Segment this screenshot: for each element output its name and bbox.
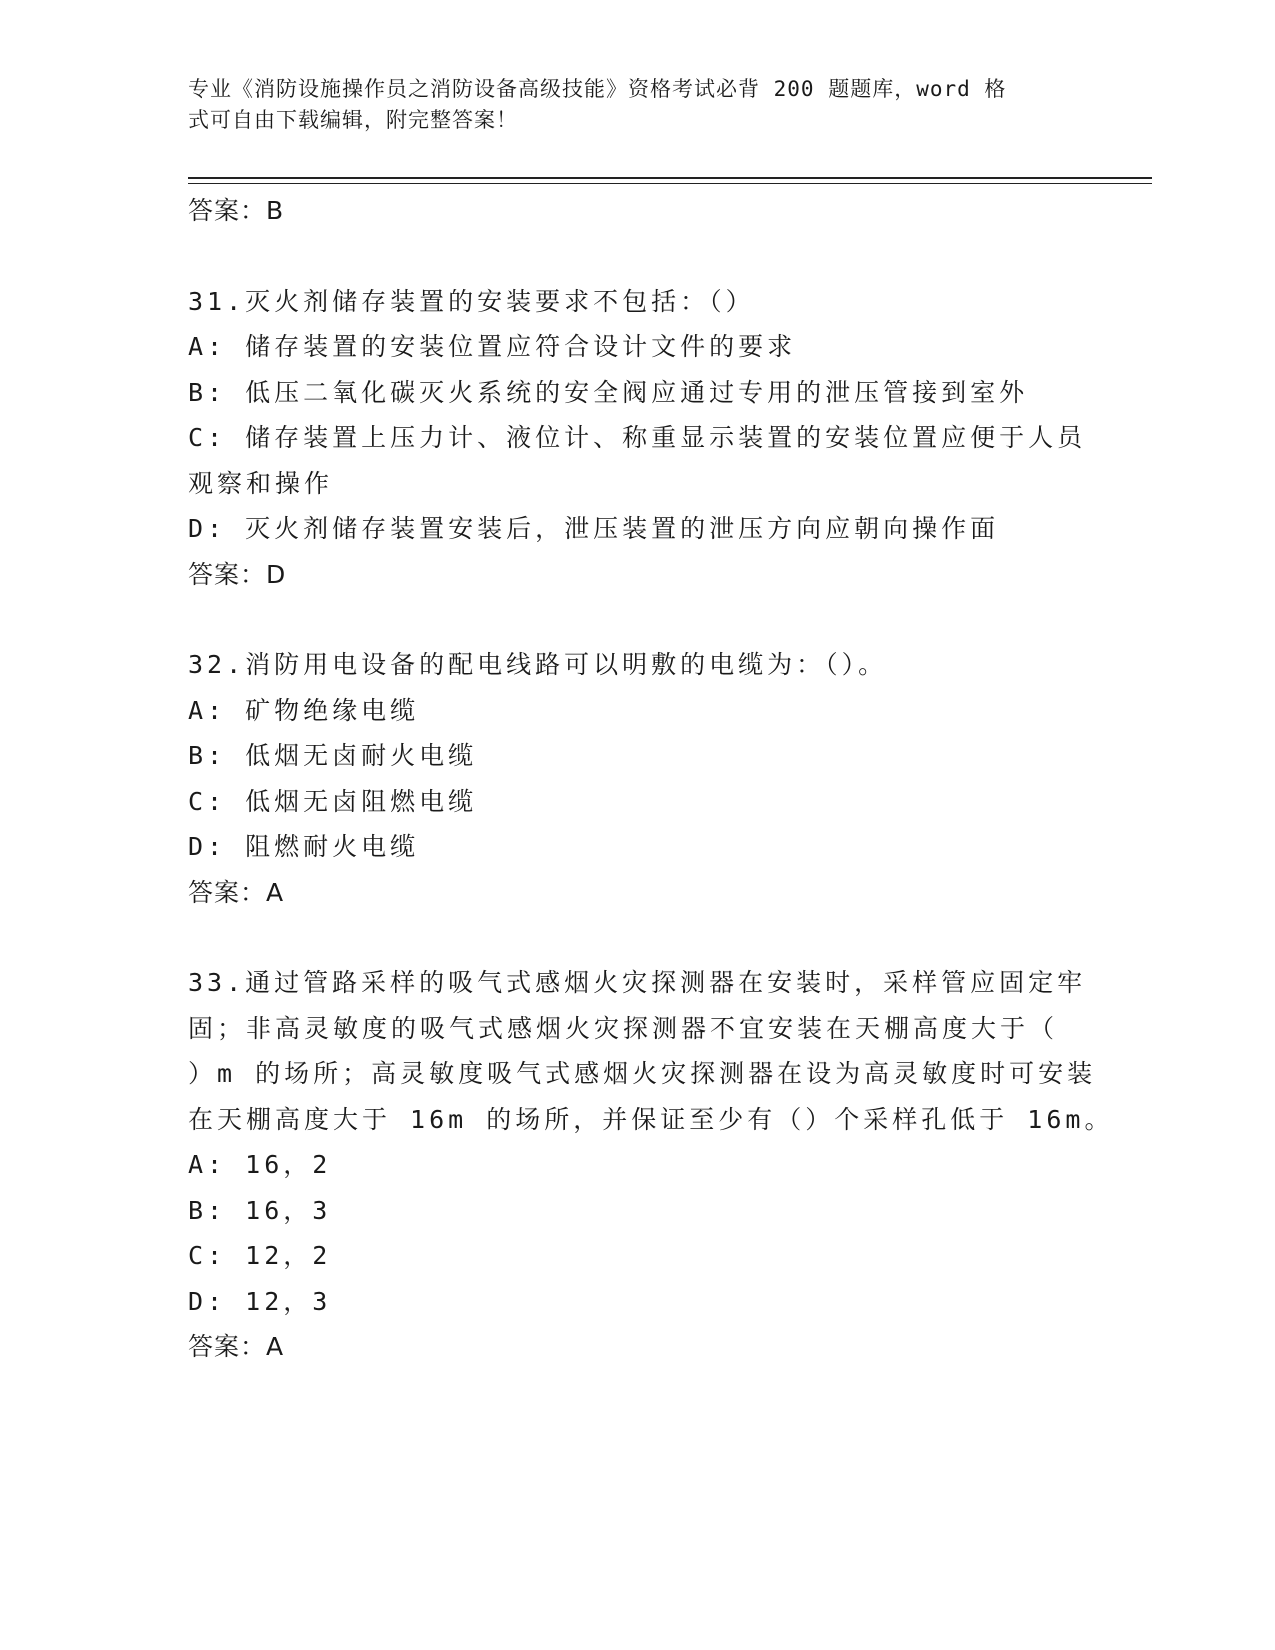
answer: 答案：A xyxy=(188,877,285,907)
question-stem: 32.消防用电设备的配电线路可以明敷的电缆为：（）。 xyxy=(188,650,888,679)
question-33 xyxy=(188,960,1114,1370)
question-stem-line-4: 在天棚高度大于 16m 的场所，并保证至少有（）个采样孔低于 16m。 xyxy=(188,1104,1114,1134)
option-c: C: 12，2 xyxy=(188,1241,332,1270)
option-c: C: 低烟无卤阻燃电缆 xyxy=(188,786,478,816)
option-a: A: 16，2 xyxy=(188,1150,332,1179)
header-divider-thick xyxy=(188,177,1152,179)
option-b: B: 低烟无卤耐火电缆 xyxy=(188,741,478,770)
question-stem: 31.灭火剂储存装置的安装要求不包括：（） xyxy=(188,286,755,316)
option-a: A: 矿物绝缘电缆 xyxy=(188,695,420,725)
option-c: C: 储存装置上压力计、液位计、称重显示装置的安装位置应便于人员 xyxy=(188,423,1087,452)
header-line-2: 式可自由下载编辑，附完整答案！ xyxy=(188,108,518,132)
previous-answer: 答案：B xyxy=(188,196,285,225)
answer: 答案：A xyxy=(188,1332,285,1361)
option-b: B: 低压二氧化碳灭火系统的安全阀应通过专用的泄压管接到室外 xyxy=(188,377,1029,407)
question-stem: 33.通过管路采样的吸气式感烟火灾探测器在安装时，采样管应固定牢 xyxy=(188,968,1087,997)
question-list xyxy=(188,188,1114,1370)
option-d: D: 灭火剂储存装置安装后，泄压装置的泄压方向应朝向操作面 xyxy=(188,514,1000,543)
question-stem-line-3: ）m 的场所；高灵敏度吸气式感烟火灾探测器在设为高灵敏度时可安装 xyxy=(188,1059,1097,1088)
option-c-continued: 观察和操作 xyxy=(188,468,334,498)
option-b: B: 16，3 xyxy=(188,1195,332,1225)
question-31 xyxy=(188,279,1088,598)
page-header xyxy=(188,74,1088,136)
option-d: D: 12，3 xyxy=(188,1286,332,1316)
header-line-1: 专业《消防设施操作员之消防设备高级技能》资格考试必背 200 题题库，word 格 xyxy=(188,77,1007,101)
header-divider-thin xyxy=(188,183,1152,184)
answer: 答案：D xyxy=(188,559,287,589)
question-stem-line-2: 固；非高灵敏度的吸气式感烟火灾探测器不宜安装在天棚高度大于（ xyxy=(188,1013,1059,1043)
question-32 xyxy=(188,642,1088,915)
option-a: A: 储存装置的安装位置应符合设计文件的要求 xyxy=(188,332,797,361)
option-d: D: 阻燃耐火电缆 xyxy=(188,832,420,861)
